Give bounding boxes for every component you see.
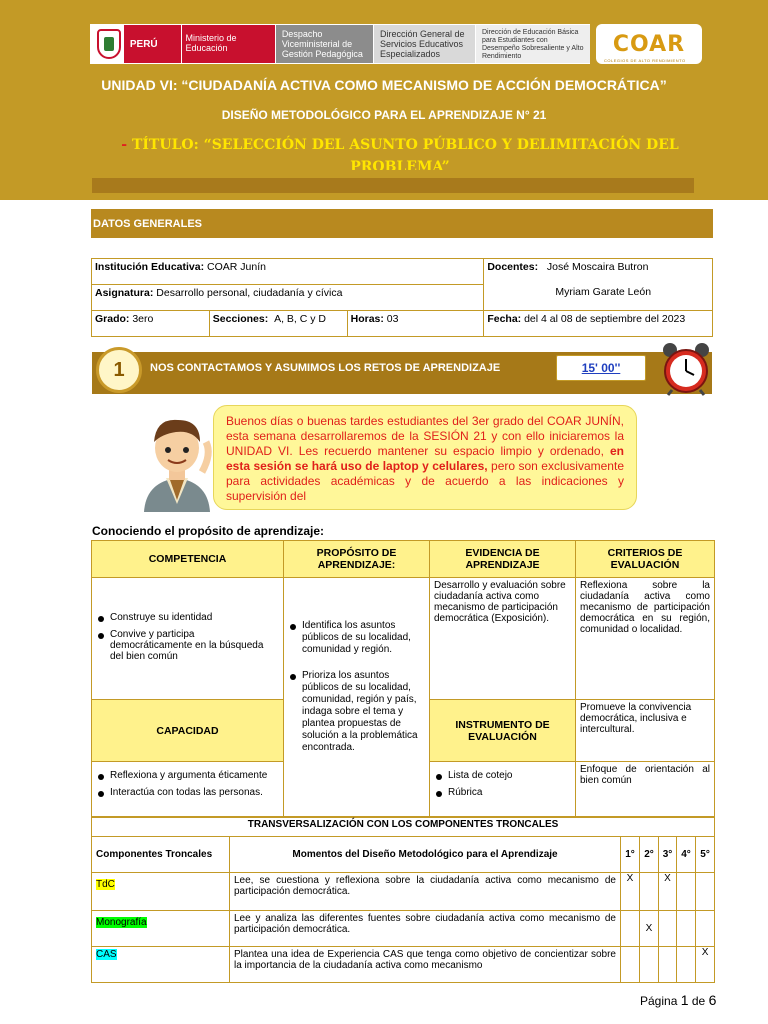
datos-generales-table bbox=[91, 258, 713, 337]
col-momento-1: 1° bbox=[621, 837, 640, 873]
docentes-cell: Docentes: José Moscaira Butron Myriam Garate León bbox=[484, 259, 713, 311]
header-competencia: COMPETENCIA bbox=[92, 541, 284, 578]
diseno-subtitle: DISEÑO METODOLÓGICO PARA EL APRENDIZAJE N° 21 bbox=[221, 108, 547, 122]
header-evidencia: EVIDENCIA DE APRENDIZAJE bbox=[430, 541, 576, 578]
competencias-cell bbox=[92, 578, 284, 700]
mark-cell bbox=[640, 873, 659, 911]
componente-text: Lee, se cuestiona y reflexiona sobre la ciudadanía activa como mecanismo de participación democrática. bbox=[230, 873, 621, 911]
mark-cell bbox=[677, 911, 696, 947]
institutional-logos bbox=[90, 24, 590, 64]
mark-cell: X bbox=[621, 873, 640, 911]
enfoque-cell: Enfoque de orientación al bien común bbox=[576, 762, 715, 818]
transversal-heading: TRANSVERSALIZACIÓN CON LOS COMPONENTES TRONCALES bbox=[92, 817, 715, 837]
col-momento-2: 2° bbox=[640, 837, 659, 873]
list-item: Prioriza los asuntos públicos de su localidad, comunidad, región y país, indaga sobre el tema y plantea propuestas de solución a la problemática encontrada. bbox=[288, 670, 425, 754]
list-item: Construye su identidad bbox=[96, 612, 279, 623]
despacho-logo: Despacho Viceministerial de Gestión Pedagógica bbox=[275, 25, 373, 63]
header-band bbox=[0, 0, 768, 200]
docente-2: Myriam Garate León bbox=[555, 286, 652, 298]
instrumentos-cell bbox=[430, 762, 576, 818]
alarm-clock-icon bbox=[658, 340, 714, 396]
mark-cell bbox=[677, 947, 696, 983]
momento-1-title: NOS CONTACTAMOS Y ASUMIMOS LOS RETOS DE APRENDIZAJE bbox=[150, 362, 501, 374]
componente-name: Monografía bbox=[92, 911, 230, 947]
list-item: Convive y participa democráticamente en la búsqueda del bien común bbox=[96, 629, 279, 662]
col-momento-4: 4° bbox=[677, 837, 696, 873]
mark-cell bbox=[696, 873, 715, 911]
direccion-educacion-logo: Dirección de Educación Básica para Estudiantes con Desempeño Sobresaliente y Alto Rendimiento bbox=[475, 25, 590, 63]
datos-generales-heading: DATOS GENERALES bbox=[91, 209, 713, 238]
momento-1-time: 15' 00'' bbox=[556, 355, 646, 381]
mark-cell bbox=[659, 947, 677, 983]
mark-cell: X bbox=[640, 911, 659, 947]
header-instrumento: INSTRUMENTO DE EVALUACIÓN bbox=[430, 700, 576, 762]
mark-cell bbox=[640, 947, 659, 983]
col-componentes: Componentes Troncales bbox=[92, 837, 230, 873]
direccion-general-logo: Dirección General de Servicios Educativos Especializados bbox=[373, 25, 475, 63]
teacher-avatar-icon bbox=[136, 412, 218, 512]
peru-logo: PERÚ bbox=[124, 25, 181, 63]
table-row bbox=[92, 947, 715, 983]
criterio-2-cell: Promueve la convivencia democrática, inclusiva e intercultural. bbox=[576, 700, 715, 762]
fecha-cell: Fecha: del 4 al 08 de septiembre del 2023 bbox=[484, 311, 713, 337]
mark-cell bbox=[621, 947, 640, 983]
peru-coat-of-arms-icon bbox=[92, 26, 124, 62]
divider-bar bbox=[92, 178, 694, 193]
col-momento-5: 5° bbox=[696, 837, 715, 873]
capacidades-cell bbox=[92, 762, 284, 818]
transversal-table bbox=[91, 816, 715, 983]
list-item: Lista de cotejo bbox=[434, 770, 571, 781]
ministerio-logo: Ministerio de Educación bbox=[181, 25, 275, 63]
greeting-bubble: Buenos días o buenas tardes estudiantes del 3er grado del COAR JUNÍN, esta semana desarrollaremos de la SESIÓN 21 y con ello iniciaremos la UNIDAD VI. Les recuerdo mantener su espacio limpio y ordenado, en esta sesión se hará uso de laptop y celulares, pero son exclusivamente para actividades académicas y de acuerdo a las indicaciones y supervisión del bbox=[213, 405, 637, 510]
list-item: Reflexiona y argumenta éticamente bbox=[96, 770, 279, 781]
horas-cell: Horas: 03 bbox=[347, 311, 484, 337]
grado-cell: Grado: 3ero bbox=[92, 311, 210, 337]
componente-name: CAS bbox=[92, 947, 230, 983]
mark-cell: X bbox=[659, 873, 677, 911]
proposito-heading: Conociendo el propósito de aprendizaje: bbox=[92, 524, 325, 538]
col-momento-3: 3° bbox=[659, 837, 677, 873]
evidencia-cell: Desarrollo y evaluación sobre ciudadanía activa como mecanismo de participación democrática (Exposición). bbox=[430, 578, 576, 700]
docente-1: José Moscaira Butron bbox=[546, 261, 649, 273]
secciones-cell: Secciones: A, B, C y D bbox=[209, 311, 347, 337]
propositos-cell bbox=[284, 578, 430, 818]
col-momentos: Momentos del Diseño Metodológico para el Aprendizaje bbox=[230, 837, 621, 873]
componente-text: Lee y analiza las diferentes fuentes sobre ciudadanía activa como mecanismo de participación democrática. bbox=[230, 911, 621, 947]
coar-logo: COAR COLEGIOS DE ALTO RENDIMIENTO bbox=[596, 24, 702, 64]
header-proposito: PROPÓSITO DE APRENDIZAJE: bbox=[284, 541, 430, 578]
list-item: Rúbrica bbox=[434, 787, 571, 798]
unidad-title: UNIDAD VI: “CIUDADANÍA ACTIVA COMO MECANISMO DE ACCIÓN DEMOCRÁTICA” bbox=[101, 77, 667, 93]
table-row bbox=[92, 873, 715, 911]
mark-cell bbox=[677, 873, 696, 911]
table-row bbox=[92, 911, 715, 947]
momento-1-number: 1 bbox=[96, 347, 142, 393]
page-number: Página 1 de 6 bbox=[640, 992, 717, 1008]
list-item: Interactúa con todas las personas. bbox=[96, 787, 279, 798]
componente-text: Plantea una idea de Experiencia CAS que tenga como objetivo de concientizar sobre la importancia de la ciudadanía activa como mecanismo bbox=[230, 947, 621, 983]
proposito-table bbox=[91, 540, 715, 818]
list-item: Identifica los asuntos públicos de su localidad, comunidad y región. bbox=[288, 620, 425, 656]
mark-cell bbox=[621, 911, 640, 947]
componente-name: TdC bbox=[92, 873, 230, 911]
mark-cell bbox=[659, 911, 677, 947]
mark-cell bbox=[696, 911, 715, 947]
session-title: - TÍTULO: “SELECCIÓN DEL ASUNTO PÚBLICO Y DELIMITACIÓN DEL PROBLEMA” bbox=[121, 137, 679, 170]
header-criterios: CRITERIOS DE EVALUACIÓN bbox=[576, 541, 715, 578]
criterio-cell: Reflexiona sobre la ciudadanía activa como mecanismo de participación democrática en su región, comunidad o localidad. bbox=[576, 578, 715, 700]
header-capacidad: CAPACIDAD bbox=[92, 700, 284, 762]
asignatura-cell: Asignatura: Desarrollo personal, ciudadanía y cívica bbox=[92, 285, 484, 311]
mark-cell: X bbox=[696, 947, 715, 983]
institucion-cell: Institución Educativa: COAR Junín bbox=[92, 259, 484, 285]
